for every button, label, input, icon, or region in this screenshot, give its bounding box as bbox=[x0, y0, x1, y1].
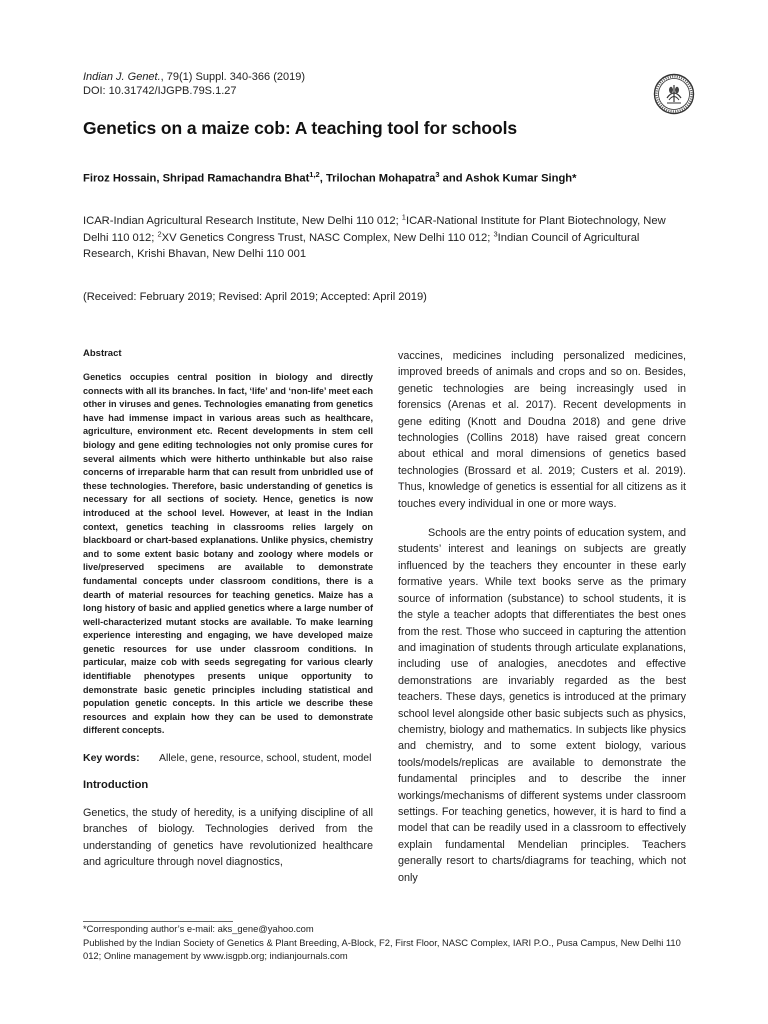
abstract-heading: Abstract bbox=[83, 348, 122, 359]
body-paragraph: vaccines, medicines including personalized medicines, improved breeds of animals and crops and so on. Besides, genetic technologies are being increasingly used in forensics (Arenas et al. 2017). Recent developments in gene editing (Knott and Doudna 2018) and gene drive technologies (Collins 2018) have raised great concern about ethical and moral dimensions of genetics based technologies (Brossard et al. 2019; Custers et al. 2019). Thus, knowledge of genetics is essential for all citizens as it touches every individual in one or more ways. bbox=[398, 350, 686, 510]
author-affil-marker: 1,2 bbox=[309, 170, 320, 179]
affiliations bbox=[83, 213, 688, 263]
received-dates: (Received: February 2019; Revised: April 2019; Accepted: April 2019) bbox=[83, 291, 427, 303]
keywords bbox=[83, 750, 373, 766]
author-affil-marker: 3 bbox=[435, 170, 440, 179]
society-seal-icon bbox=[653, 73, 695, 115]
affiliation: ICAR-Indian Agricultural Research Institute, New Delhi 110 012; bbox=[83, 215, 402, 227]
author-name: and Ashok Kumar Singh* bbox=[439, 172, 577, 185]
author-list bbox=[83, 170, 577, 185]
right-column bbox=[398, 348, 686, 886]
affil-marker: 3 bbox=[493, 228, 498, 238]
body-paragraph: Schools are the entry points of education system, and students’ interest and leanings on subjects are greatly influenced by the teachers they encounter in these early formative years. While text books serve as the primary source of information (substance) to school students, it is the style a teacher adopts that differentiates the best ones from the rest. Those who succeed in capturing the attention and imagination of students through articulate explanations, including use of analogies, anecdotes and effective demonstrations are invariably regarded as the best teachers. These days, genetics is introduced at the primary school level alongside other basic subjects such as physics, chemistry, biology and mathematics. In subjects like physics and chemistry, and to some extent biology, various tools/models/replicas are available to demonstrate the fundamental principles and to describe the inner workings/mechanisms of different systems under classroom settings. For teaching genetics, however, it is hard to find a model that can be readily used in a classroom to effectively explain fundamental Mendelian principles. Teachers generally resort to charts/diagrams for teaching, which not only bbox=[398, 527, 686, 884]
author-name: Firoz Hossain, bbox=[83, 172, 160, 185]
journal-reference bbox=[83, 70, 305, 84]
left-column bbox=[83, 348, 373, 871]
footnotes bbox=[83, 922, 688, 963]
author-name: Shripad Ramachandra Bhat bbox=[162, 172, 310, 185]
journal-details: , 79(1) Suppl. 340-366 (2019) bbox=[160, 71, 305, 83]
journal-title: Indian J. Genet. bbox=[83, 71, 161, 83]
affil-marker: 2 bbox=[157, 228, 162, 238]
affil-marker: 1 bbox=[401, 212, 406, 222]
publisher-note: Published by the Indian Society of Genetics & Plant Breeding, A-Block, F2, First Floor, NASC Complex, IARI P.O., Pusa Campus, New Delhi 110 012; Online management by www.isgpb.org; indianjournals.com bbox=[83, 936, 681, 961]
doi-line: DOI: 10.31742/IJGPB.79S.1.27 bbox=[83, 85, 237, 97]
introduction-heading: Introduction bbox=[83, 779, 149, 792]
author-name: , Trilochan Mohapatra bbox=[319, 172, 436, 185]
abstract-text: Genetics occupies central position in biology and directly connects with all its branches. In fact, ‘life’ and ‘non-life’ meet each other in viruses and genes. Technologies emanating from genetics have had immense impact in various areas such as healthcare, agriculture, environment etc. Recent developments in stem cell biology and gene editing technologies not only promise cures for several ailments which were hitherto unthinkable but also raise concerns of irreparable harm that can result from unbridled use of these technologies. Therefore, basic understanding of genetics is necessary for all sections of society. Hence, genetics is now introduced at the school level. However, at least in the Indian context, genetics teaching in classrooms relies largely on blackboard or chart-based explanations. Unlike physics, chemistry and to some extent basic botany and zoology where models or live/preserved specimens are available to demonstrate fundamental concepts under classroom conditions, there is a dearth of material resources for teaching genetics. Maize has a long history of basic and applied genetics where a large number of well-characterized mutant stocks are available. To make learning experience interesting and engaging, we have developed maize genetic resources for use under classroom conditions. In particular, maize cob with seeds segregating for various clearly identifiable phenotypes presents unique opportunity to demonstrate basic genetic principles including statistical and population genetic concepts. In this article we describe these resources and explain how they can be used to demonstrate different concepts. bbox=[83, 372, 373, 736]
article-title: Genetics on a maize cob: A teaching tool for schools bbox=[83, 118, 517, 138]
affiliation: Indian Council of Agricultural Research, Krishi Bhavan, New Delhi 110 001 bbox=[83, 231, 640, 260]
keywords-label: Key words: bbox=[83, 752, 140, 765]
keywords-text: Allele, gene, resource, school, student, model bbox=[159, 752, 372, 765]
corresponding-author: *Corresponding author’s e-mail: aks_gene@yahoo.com bbox=[83, 923, 314, 934]
affiliation: ICAR-National Institute for Plant Biotechnology, New Delhi 110 012; bbox=[83, 215, 666, 244]
affiliation: XV Genetics Congress Trust, NASC Complex, New Delhi 110 012; bbox=[161, 231, 494, 244]
introduction-paragraph: Genetics, the study of heredity, is a unifying discipline of all branches of biology. Technologies derived from the understanding of genetics have revolutionized healthcare and agriculture through novel diagnostics, bbox=[83, 807, 373, 869]
